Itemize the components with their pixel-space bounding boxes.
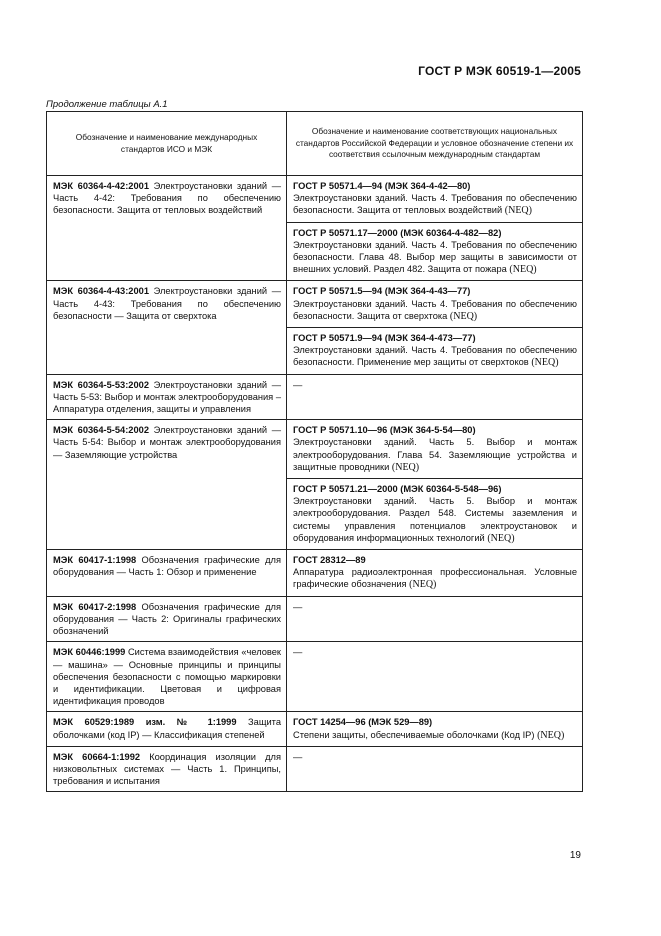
national-standard-code: ГОСТ Р 50571.5—94 (МЭК 364-4-43—77)	[293, 286, 471, 297]
conformity-degree: (NEQ)	[509, 264, 537, 276]
standards-table	[46, 111, 583, 792]
international-standard-cell	[47, 596, 287, 642]
table-row	[47, 420, 583, 479]
national-standard-title: Электроустановки зданий. Часть 4. Требования по обеспечению безопасности. Защита от сверхтока	[293, 298, 577, 321]
table-row	[47, 746, 583, 792]
international-standard-code: МЭК 60364-4-42:2001	[53, 181, 149, 191]
international-standard-title: Электроустановки зданий — Часть 4-42: Требования по обеспечению безопасности. Защита от тепловых воздействий	[53, 181, 281, 216]
international-standard-cell	[47, 420, 287, 550]
international-standard-title: Координация изоляции для низковольтных системах — Часть 1. Принципы, требования и испытания	[53, 751, 281, 787]
no-equivalent-dash: —	[287, 374, 583, 420]
table-row	[47, 281, 583, 328]
national-standard-cell	[287, 281, 583, 328]
international-standard-title: Обозначения графические для оборудования — Часть 1: Обзор и применение	[53, 555, 281, 578]
international-standard-cell	[47, 176, 287, 281]
international-standard-code: МЭК 60417-2:1998	[53, 601, 137, 612]
national-standard-title: Электроустановки зданий. Часть 5. Выбор и монтаж электрооборудования. Глава 54. Заземляющие устройства и защитные проводники	[293, 437, 577, 472]
national-standard-cell	[287, 176, 583, 223]
national-standard-title: Электроустановки зданий. Часть 4. Требования по обеспечению безопасности. Применение мер защиты от сверхтоков	[293, 345, 577, 368]
table-row	[47, 374, 583, 420]
table-row	[47, 712, 583, 746]
column-header-international: Обозначение и наименование международных стандартов ИСО и МЭК	[47, 112, 287, 176]
national-standard-code: ГОСТ Р 50571.10—96 (МЭК 364-5-54—80)	[293, 425, 476, 436]
national-standard-title: Электроустановки зданий. Часть 5. Выбор и монтаж электрооборудования. Раздел 548. Системы заземления и системы управления потенциалов электроустановок и оборудования информационных технологий	[293, 496, 577, 543]
no-equivalent-dash: —	[287, 596, 583, 642]
international-standard-title: Электроустановки зданий — Часть 4-43: Требования по обеспечению безопасности — Защита от сверхтока	[53, 286, 281, 321]
conformity-degree: (NEQ)	[409, 579, 437, 591]
column-header-national: Обозначение и наименование соответствующих национальных стандартов Российской Федерации и условное обозначение степени их соответствия ссылочным международным стандартам	[287, 112, 583, 176]
national-standard-code: ГОСТ Р 50571.21—2000 (МЭК 60364-5-548—96)	[293, 484, 502, 495]
international-standard-code: МЭК 60664-1:1992	[53, 751, 141, 762]
national-standard-title: Аппаратура радиоэлектронная профессиональная. Условные графические обозначения	[293, 567, 577, 590]
international-standard-cell	[47, 281, 287, 374]
conformity-degree: (NEQ)	[449, 310, 478, 322]
national-standard-code: ГОСТ 28312—89	[293, 555, 366, 566]
international-standard-cell	[47, 712, 287, 746]
international-standard-cell	[47, 374, 287, 420]
table-row	[47, 642, 583, 712]
national-standard-cell	[287, 550, 583, 597]
national-standard-code: ГОСТ 14254—96 (МЭК 529—89)	[293, 717, 433, 728]
international-standard-title: Защита оболочками (код IP) — Классификация степеней	[53, 717, 281, 740]
international-standard-code: МЭК 60364-5-53:2002	[53, 379, 149, 390]
national-standard-cell	[287, 420, 583, 479]
table-row	[47, 596, 583, 642]
international-standard-title: Электроустановки зданий — Часть 5-53: Выбор и монтаж электрооборудования – Аппаратура отделения, защиты и управления	[53, 379, 281, 415]
conformity-degree: (NEQ)	[487, 532, 515, 544]
table-caption: Продолжение таблицы А.1	[46, 99, 168, 110]
conformity-degree: (NEQ)	[531, 357, 559, 369]
international-standard-code: МЭК 60364-5-54:2002	[53, 425, 149, 436]
international-standard-code: МЭК 60417-1:1998	[53, 555, 137, 566]
document-id: ГОСТ Р МЭК 60519-1—2005	[418, 64, 581, 78]
conformity-degree: (NEQ)	[537, 729, 565, 741]
international-standard-code: МЭК 60364-4-43:2001	[53, 286, 149, 297]
international-standard-title: Обозначения графические для оборудования — Часть 2: Оригиналы графических обозначений	[53, 601, 281, 637]
national-standard-title: Степени защиты, обеспечиваемые оболочками (Код IP)	[293, 729, 535, 740]
international-standard-title: Электроустановки зданий — Часть 5-54: Выбор и монтаж электрооборудования — Заземляющие устройства	[53, 425, 281, 460]
national-standard-cell	[287, 479, 583, 550]
national-standard-title: Электроустановки зданий. Часть 4. Требования по обеспечению безопасности. Защита от тепловых воздействий	[293, 193, 577, 216]
international-standard-cell	[47, 642, 287, 712]
conformity-degree: (NEQ)	[391, 461, 420, 473]
page-number: 19	[569, 850, 581, 861]
national-standard-cell	[287, 712, 583, 746]
national-standard-code: ГОСТ Р 50571.17—2000 (МЭК 60364-4-482—82)	[293, 227, 502, 238]
international-standard-cell	[47, 550, 287, 597]
national-standard-cell	[287, 222, 583, 281]
table-row	[47, 550, 583, 597]
international-standard-cell	[47, 746, 287, 792]
conformity-degree: (NEQ)	[504, 205, 532, 217]
international-standard-title: Система взаимодействия «человек — машина» — Основные принципы и принципы обеспечения безопасности с помощью маркировки и идентификации. Цветовая и цифровая идентификация проводов	[53, 647, 281, 707]
table-row	[47, 176, 583, 223]
no-equivalent-dash: —	[287, 642, 583, 712]
national-standard-title: Электроустановки зданий. Часть 4. Требования по обеспечению безопасности. Глава 48. Выбор мер защиты в зависимости от внешних условий. Раздел 482. Защита от пожара	[293, 239, 577, 275]
no-equivalent-dash: —	[287, 746, 583, 792]
national-standard-code: ГОСТ Р 50571.9—94 (МЭК 364-4-473—77)	[293, 333, 476, 344]
international-standard-code: МЭК 60446:1999	[53, 647, 126, 658]
international-standard-code: МЭК 60529:1989 изм. № 1:1999	[53, 717, 237, 728]
national-standard-cell	[287, 328, 583, 375]
national-standard-code: ГОСТ Р 50571.4—94 (МЭК 364-4-42—80)	[293, 181, 471, 191]
